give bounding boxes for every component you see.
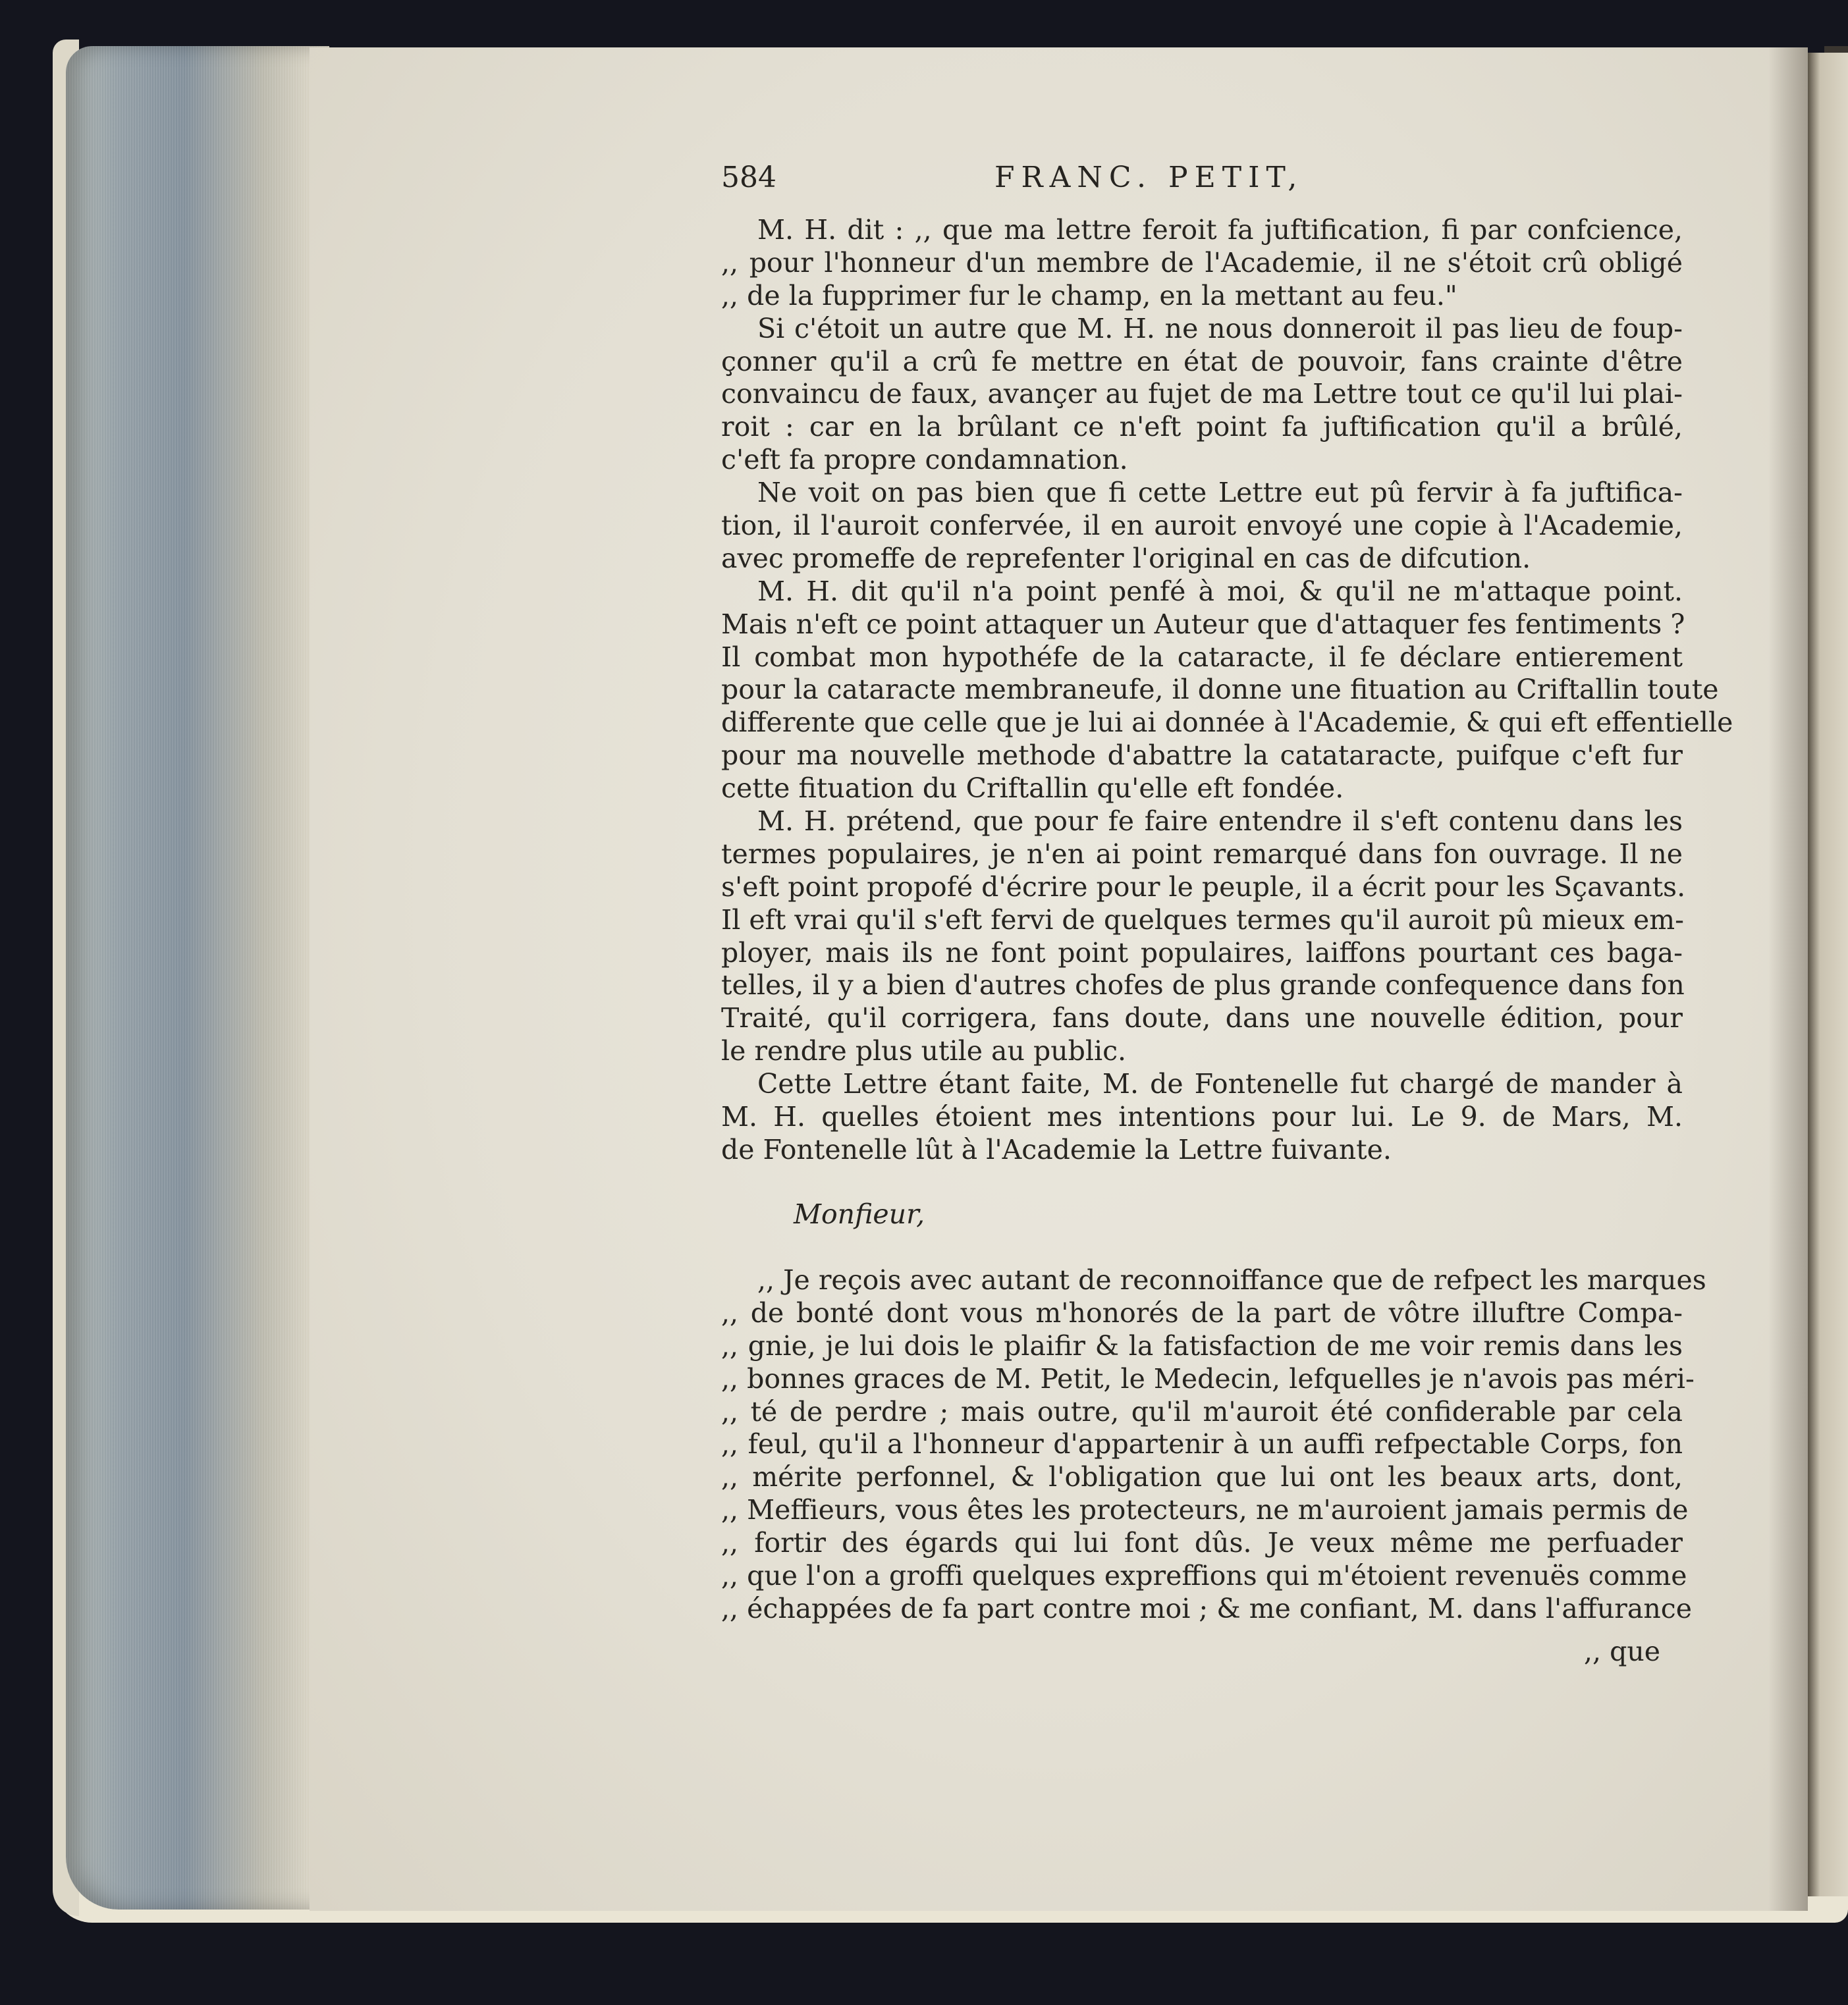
text-line: M. H. prétend, que pour fe faire entendre il s'eft contenu dans les: [757, 805, 1683, 838]
text-line: le rendre plus utile au public.: [721, 1035, 1127, 1067]
text-line: Cette Lettre étant faite, M. de Fontenelle fut chargé de mander à: [757, 1068, 1683, 1100]
text-line: M. H. dit qu'il n'a point penfé à moi, & qu'il ne m'attaque point.: [757, 575, 1683, 607]
text-line: Traité, qu'il corrigera, fans doute, dans une nouvelle édition, pour: [721, 1002, 1683, 1034]
text-line: convaincu de faux, avançer au fujet de ma Lettre tout ce qu'il lui plai-: [721, 378, 1683, 410]
text-line: avec promeffe de reprefenter l'original en cas de difcution.: [721, 542, 1531, 574]
text-line: Il eft vrai qu'il s'eft fervi de quelques termes qu'il auroit pû mieux em-: [721, 903, 1684, 936]
text-line: s'eft point propofé d'écrire pour le peuple, il a écrit pour les Sçavants.: [721, 870, 1686, 903]
letter-line: ,, té de perdre ; mais outre, qu'il m'auroit été confiderable par cela: [721, 1395, 1683, 1428]
letter-line: ,, fortir des égards qui lui font dûs. Je veux même me perfuader: [721, 1527, 1683, 1559]
spine-shadow: [1768, 47, 1808, 1911]
letter-salutation: Monfieur,: [794, 1198, 925, 1230]
text-line: differente que celle que je lui ai donnée à l'Academie, & qui eft effentielle: [721, 707, 1733, 739]
text-line: ployer, mais ils ne font point populaires, laiffons pourtant ces baga-: [721, 936, 1683, 969]
body-text: [721, 214, 1733, 1167]
text-line: M. H. dit : ,, que ma lettre feroit fa juftification, fi par confcience,: [757, 214, 1683, 246]
letter-line: ,, mérite perfonnel, & l'obligation que lui ont les beaux arts, dont,: [721, 1461, 1683, 1493]
letter-line: ,, Meffieurs, vous êtes les protecteurs, ne m'auroient jamais permis de: [721, 1494, 1689, 1526]
running-title: FRANC. PETIT,: [994, 161, 1304, 194]
text-line: çonner qu'il a crû fe mettre en état de pouvoir, fans crainte d'être: [721, 345, 1683, 377]
scan-mark: [1824, 46, 1848, 53]
letter-line: ,, gnie, je lui dois le plaifir & la fatisfaction de me voir remis dans les: [721, 1329, 1683, 1362]
text-line: ,, pour l'honneur d'un membre de l'Academie, il ne s'étoit crû obligé: [721, 246, 1683, 279]
text-line: de Fontenelle lût à l'Academie la Lettre fuivante.: [721, 1133, 1392, 1165]
letter-line: ,, de bonté dont vous m'honorés de la part de vôtre illuftre Compa-: [721, 1297, 1683, 1329]
page-number: 584: [721, 161, 776, 194]
catchword: ,, que: [1584, 1636, 1661, 1667]
page-block-edges: [66, 46, 329, 1910]
text-line: Ne voit on pas bien que fi cette Lettre eut pû fervir à fa juftifica-: [757, 477, 1683, 509]
letter-line: ,, que l'on a groffi quelques expreffions qui m'étoient revenuës comme: [721, 1560, 1687, 1592]
text-line: tion, il l'auroit confervée, il en auroit envoyé une copie à l'Academie,: [721, 510, 1683, 542]
letter-text: [721, 1264, 1706, 1626]
letter-line: ,, Je reçois avec autant de reconnoiffance que de refpect les marques: [757, 1264, 1706, 1296]
text-line: telles, il y a bien d'autres chofes de plus grande confequence dans fon: [721, 969, 1685, 1002]
text-line: termes populaires, je n'en ai point remarqué dans fon ouvrage. Il ne: [721, 838, 1683, 870]
page-header: [721, 161, 1683, 201]
text-line: Il combat mon hypothéfe de la cataracte, il fe déclare entierement: [721, 641, 1683, 673]
text-line: c'eft fa propre condamnation.: [721, 444, 1128, 476]
letter-line: ,, bonnes graces de M. Petit, le Medecin, lefquelles je n'avois pas méri-: [721, 1362, 1695, 1395]
text-line: Si c'étoit un autre que M. H. ne nous donneroit il pas lieu de foup-: [757, 312, 1683, 344]
letter-line: ,, échappées de fa part contre moi ; & me confiant, M. dans l'affurance: [721, 1592, 1692, 1624]
letter-line: ,, feul, qu'il a l'honneur d'appartenir à un auffi refpectable Corps, fon: [721, 1428, 1683, 1460]
text-line: pour ma nouvelle methode d'abattre la catataracte, puifque c'eft fur: [721, 739, 1683, 772]
text-line: Mais n'eft ce point attaquer un Auteur que d'attaquer fes fentiments ?: [721, 608, 1685, 640]
text-line: cette fituation du Criftallin qu'elle eft fondée.: [721, 772, 1344, 805]
text-line: ,, de la fupprimer fur le champ, en la mettant au feu.": [721, 279, 1457, 311]
text-line: pour la cataracte membraneufe, il donne une fituation au Criftallin toute: [721, 674, 1719, 706]
text-line: M. H. quelles étoient mes intentions pour lui. Le 9. de Mars, M.: [721, 1101, 1683, 1133]
facing-page-edge: [1808, 53, 1848, 1896]
text-line: roit : car en la brûlant ce n'eft point fa juftification qu'il a brûlé,: [721, 411, 1683, 443]
